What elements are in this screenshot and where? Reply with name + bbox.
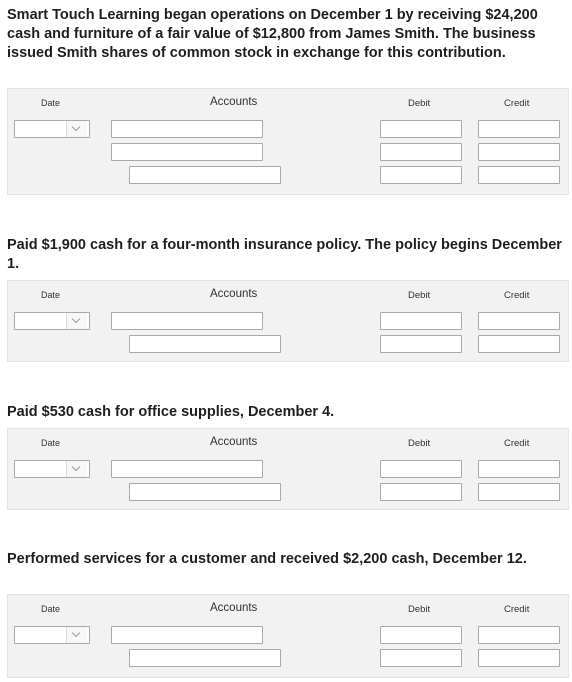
header-accounts: Accounts bbox=[210, 436, 258, 448]
journal-row bbox=[8, 165, 568, 188]
header-date: Date bbox=[41, 604, 61, 614]
journal-row bbox=[8, 311, 568, 334]
account-input-credit-indent[interactable] bbox=[129, 335, 281, 353]
header-credit: Credit bbox=[504, 98, 530, 109]
header-accounts: Accounts bbox=[210, 96, 258, 108]
journal-row bbox=[8, 648, 568, 671]
table-header bbox=[8, 89, 568, 119]
debit-input[interactable] bbox=[380, 335, 462, 353]
header-debit: Debit bbox=[408, 438, 431, 449]
account-input[interactable] bbox=[111, 312, 263, 330]
credit-input[interactable] bbox=[478, 312, 560, 330]
table-header bbox=[8, 595, 568, 625]
credit-input[interactable] bbox=[478, 143, 560, 161]
debit-input[interactable] bbox=[380, 120, 462, 138]
transaction-1-prompt: Smart Touch Learning began operations on December 1 by receiving $24,200 cash and furniture of a fair value of $12,800 from James Smith. The business issued Smith shares of common stock in exchange for this contribution. bbox=[7, 7, 538, 61]
account-input-credit-indent[interactable] bbox=[129, 166, 281, 184]
transaction-4-prompt: Performed services for a customer and received $2,200 cash, December 12. bbox=[7, 551, 527, 567]
chevron-down-icon bbox=[66, 627, 87, 643]
credit-input[interactable] bbox=[478, 335, 560, 353]
table-header bbox=[8, 429, 568, 459]
date-select[interactable] bbox=[14, 312, 90, 330]
debit-input[interactable] bbox=[380, 312, 462, 330]
header-date: Date bbox=[41, 98, 61, 108]
journal-table-3 bbox=[7, 428, 569, 510]
header-credit: Credit bbox=[504, 604, 530, 615]
account-input[interactable] bbox=[111, 143, 263, 161]
credit-input[interactable] bbox=[478, 460, 560, 478]
date-select[interactable] bbox=[14, 460, 90, 478]
credit-input[interactable] bbox=[478, 649, 560, 667]
header-credit: Credit bbox=[504, 290, 530, 301]
date-select[interactable] bbox=[14, 626, 90, 644]
credit-input[interactable] bbox=[478, 483, 560, 501]
account-input-credit-indent[interactable] bbox=[129, 649, 281, 667]
account-input[interactable] bbox=[111, 120, 263, 138]
header-debit: Debit bbox=[408, 604, 431, 615]
header-debit: Debit bbox=[408, 290, 431, 301]
journal-row bbox=[8, 482, 568, 505]
journal-row bbox=[8, 119, 568, 142]
chevron-down-icon bbox=[66, 461, 87, 477]
journal-row bbox=[8, 459, 568, 482]
header-date: Date bbox=[41, 290, 61, 300]
debit-input[interactable] bbox=[380, 483, 462, 501]
header-date: Date bbox=[41, 438, 61, 448]
account-input[interactable] bbox=[111, 626, 263, 644]
header-accounts: Accounts bbox=[210, 288, 258, 300]
debit-input[interactable] bbox=[380, 649, 462, 667]
transaction-2-prompt: Paid $1,900 cash for a four-month insurance policy. The policy begins December 1. bbox=[7, 237, 562, 272]
credit-input[interactable] bbox=[478, 626, 560, 644]
account-input[interactable] bbox=[111, 460, 263, 478]
chevron-down-icon bbox=[66, 121, 87, 137]
table-header bbox=[8, 281, 568, 311]
debit-input[interactable] bbox=[380, 143, 462, 161]
debit-input[interactable] bbox=[380, 460, 462, 478]
journal-table-1 bbox=[7, 88, 569, 195]
header-debit: Debit bbox=[408, 98, 431, 109]
date-select[interactable] bbox=[14, 120, 90, 138]
debit-input[interactable] bbox=[380, 166, 462, 184]
account-input-credit-indent[interactable] bbox=[129, 483, 281, 501]
transaction-3-prompt: Paid $530 cash for office supplies, December 4. bbox=[7, 404, 335, 420]
debit-input[interactable] bbox=[380, 626, 462, 644]
journal-table-4 bbox=[7, 594, 569, 678]
chevron-down-icon bbox=[66, 313, 87, 329]
journal-row bbox=[8, 625, 568, 648]
journal-row bbox=[8, 334, 568, 357]
journal-table-2 bbox=[7, 280, 569, 362]
credit-input[interactable] bbox=[478, 120, 560, 138]
journal-row bbox=[8, 142, 568, 165]
header-credit: Credit bbox=[504, 438, 530, 449]
header-accounts: Accounts bbox=[210, 602, 258, 614]
credit-input[interactable] bbox=[478, 166, 560, 184]
